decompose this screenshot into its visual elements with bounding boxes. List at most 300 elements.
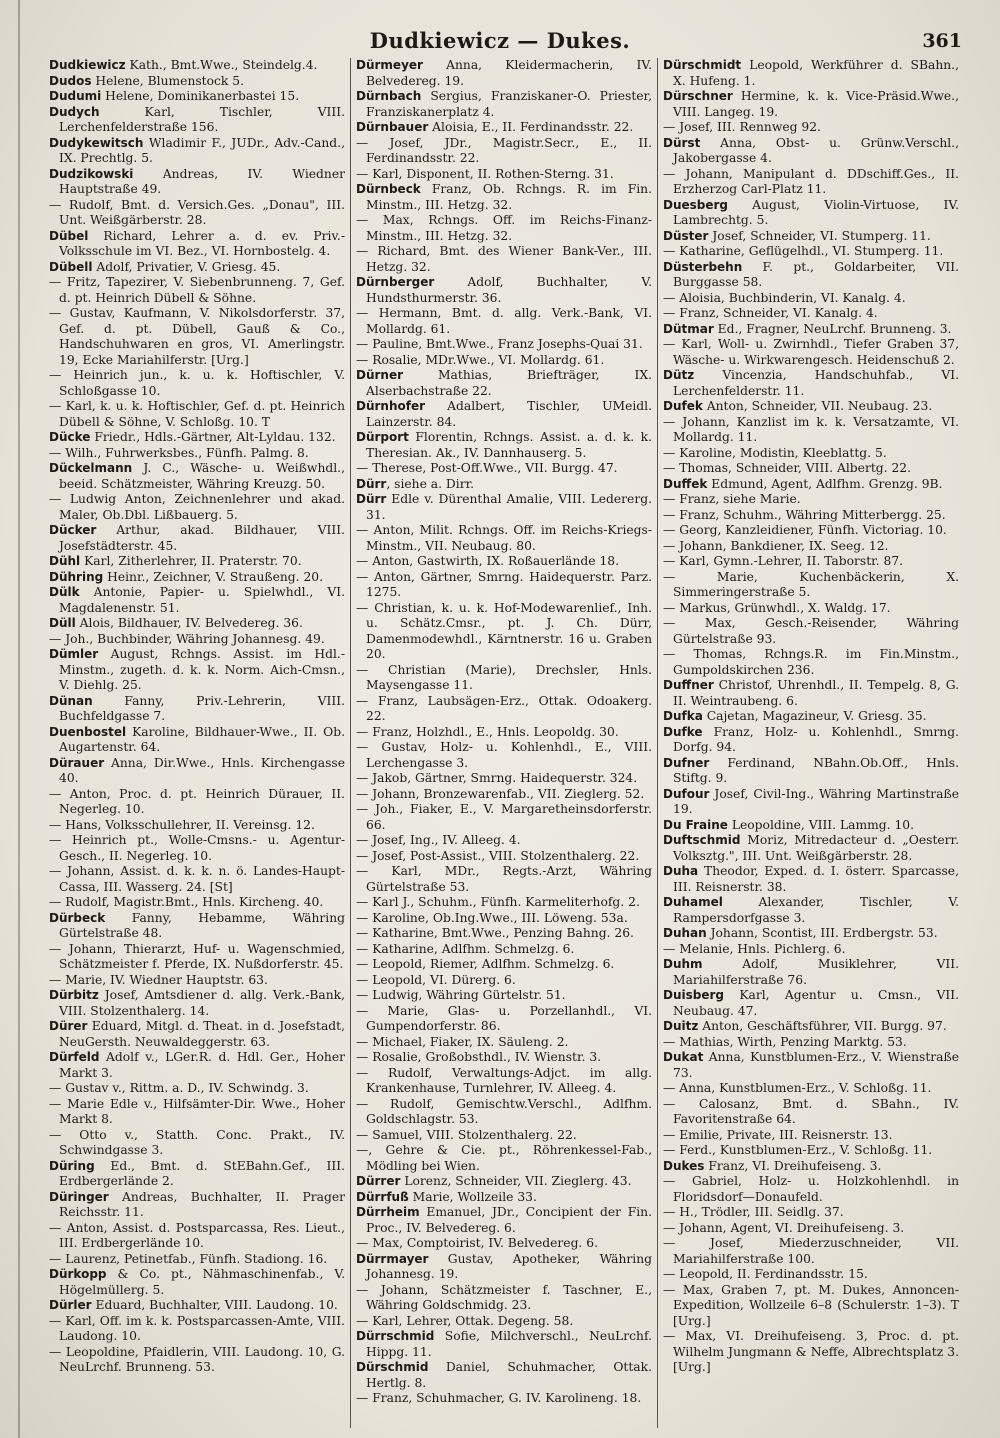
entry-surname: Dürschmid: [356, 1360, 429, 1374]
entry-text: — Karl, Gymn.-Lehrer, II. Taborstr. 87.: [663, 554, 904, 568]
entry-text: — Heinrich jun., k. u. k. Hoftischler, V. Schloßgasse 10.: [49, 368, 345, 398]
entry-text: — Rosalie, MDr.Wwe., VI. Mollardg. 61.: [356, 352, 605, 367]
entry-surname: Dürnbeck: [356, 182, 421, 196]
entry-text: Moriz, Mitredacteur d. „Oesterr. Volksztg.", III. Unt. Weißgärberstr. 28.: [673, 833, 959, 863]
entry-surname: Dürrheim: [356, 1205, 420, 1219]
entry-text: Johann, Scontist, III. Erdbergstr. 53.: [706, 926, 938, 940]
entry-text: J. C., Wäsche- u. Weißwhdl., beeid. Schätzmeister, Währing Kreuzg. 50.: [59, 461, 345, 491]
entry-text: — Samuel, VIII. Stolzenthalerg. 22.: [356, 1127, 577, 1142]
page-header: [30, 28, 970, 58]
entry-text: — Gustav, Kaufmann, V. Nikolsdorferstr. 37, Gef. d. pt. Dübell, Gauß & Co., Handschuhwaren en gros, VI. Amerlingstr. 19, Ecke Mariahilferstr. [Urg.]: [49, 306, 345, 367]
directory-entry: [49, 198, 345, 229]
entry-text: — Karl J., Schuhm., Fünfh. Karmeliterhofg. 2.: [356, 895, 640, 909]
entry-surname: Dudzikowski: [49, 166, 134, 181]
entry-surname: Düster: [663, 228, 709, 243]
entry-text: Fanny, Priv.-Lehrerin, VIII. Buchfeldgasse 7.: [59, 693, 345, 723]
directory-entry: [663, 415, 959, 446]
directory-entry: [49, 911, 345, 942]
directory-entry: [356, 58, 652, 89]
entry-text: Mathias, Briefträger, IX. Alserbachstraße 22.: [366, 368, 652, 398]
entry-text: Daniel, Schuhmacher, Ottak. Hertlg. 8.: [366, 1360, 652, 1390]
entry-text: Lorenz, Schneider, VII. Zieglerg. 43.: [400, 1174, 632, 1188]
entry-text: Sofie, Milchverschl., NeuLrchf. Hippg. 11.: [366, 1329, 652, 1359]
entry-surname: Dürler: [49, 1298, 92, 1312]
entry-surname: Dudos: [49, 73, 92, 88]
entry-text: Anton, Geschäftsführer, VII. Burgg. 97.: [698, 1019, 947, 1033]
entry-surname: Duhamel: [663, 895, 723, 909]
entry-text: Antonie, Papier- u. Spielwhdl., VI. Magdalenenstr. 51.: [59, 585, 345, 615]
entry-text: — Christian, k. u. k. Hof-Modewarenlief., Inh. u. Schätz.Cmsr., pt. J. Ch. Dürr, Damenmodewhdl., Kärntnerstr. 16 u. Graben 20.: [356, 600, 652, 661]
entry-surname: Dürbeck: [49, 910, 106, 925]
directory-entry: [663, 1081, 959, 1097]
entry-text: Hermine, k. k. Vice-Präsid.Wwe., VIII. Langeg. 19.: [673, 89, 959, 119]
entry-surname: Dudumi: [49, 89, 102, 103]
entry-text: Eduard, Buchhalter, VIII. Laudong. 10.: [91, 1298, 338, 1312]
directory-entry: [356, 694, 652, 725]
entry-text: — Josef, JDr., Magistr.Secr., E., II. Ferdinandsstr. 22.: [356, 135, 652, 165]
entry-text: — Jakob, Gärtner, Smrng. Haidequerstr. 324.: [356, 771, 638, 785]
directory-entry: [49, 864, 345, 895]
directory-entry: [663, 678, 959, 709]
entry-text: — Franz, Schuhmacher, G. IV. Karolineng. 18.: [356, 1391, 642, 1405]
entry-text: Ferdinand, NBahn.Ob.Off., Hnls. Stiftg. 9.: [673, 755, 959, 785]
entry-text: — Emilie, Private, III. Reisnerstr. 13.: [663, 1127, 893, 1142]
directory-entry: [663, 492, 959, 508]
entry-text: — Therese, Post-Off.Wwe., VII. Burgg. 47.: [356, 461, 618, 475]
entry-text: — Josef, III. Rennweg 92.: [663, 120, 821, 134]
entry-surname: Dudykewitsch: [49, 135, 144, 150]
directory-entry: [663, 1236, 959, 1267]
directory-entry: [663, 508, 959, 524]
entry-text: — Katharine, Adlfhm. Schmelzg. 6.: [356, 941, 575, 956]
directory-entry: [49, 260, 345, 276]
directory-entry: [663, 926, 959, 942]
entry-text: — Otto v., Statth. Conc. Prakt., IV. Schwindgasse 3.: [49, 1127, 345, 1157]
entry-text: — Johann, Bronzewarenfab., VII. Zieglerg. 52.: [356, 786, 645, 801]
directory-entry: [663, 120, 959, 136]
directory-entry: [663, 833, 959, 864]
directory-entry: [356, 570, 652, 601]
directory-entry: [663, 725, 959, 756]
directory-entry: [663, 647, 959, 678]
entry-text: — Anton, Milit. Rchngs. Off. im Reichs-Kriegs-Minstm., VII. Neubaug. 80.: [356, 523, 652, 553]
directory-entry: [356, 213, 652, 244]
entry-text: Franz, Ob. Rchngs. R. im Fin. Minstm., III. Hetzg. 32.: [366, 182, 652, 212]
entry-text: — Leopoldine, Pfaidlerin, VIII. Laudong. 10, G. NeuLrchf. Brunneng. 53.: [49, 1344, 345, 1374]
directory-entry: [356, 1252, 652, 1283]
directory-entry: [663, 1143, 959, 1159]
directory-entry: [356, 1236, 652, 1252]
directory-entry: [356, 492, 652, 523]
directory-entry: [356, 1391, 652, 1407]
entry-text: — Thomas, Schneider, VIII. Albertg. 22.: [663, 461, 912, 475]
directory-entry: [663, 1205, 959, 1221]
directory-entry: [663, 942, 959, 958]
directory-entry: [663, 368, 959, 399]
entry-surname: Duhm: [663, 957, 703, 971]
entry-text: — Leopold, II. Ferdinandsstr. 15.: [663, 1267, 868, 1281]
directory-entry: [49, 1314, 345, 1345]
entry-text: Kath., Bmt.Wwe., Steindelg.4.: [125, 58, 318, 72]
directory-entry: [49, 787, 345, 818]
entry-surname: Dürner: [356, 368, 404, 382]
entry-text: — Anton, Proc. d. pt. Heinrich Dürauer, II. Negerleg. 10.: [49, 786, 345, 816]
entry-surname: Dütmar: [663, 321, 714, 336]
entry-text: — Josef, Post-Assist., VIII. Stolzenthalerg. 22.: [356, 848, 640, 863]
directory-entry: [49, 1190, 345, 1221]
entry-text: — Rudolf, Gemischtw.Verschl., Adlfhm. Goldschlagstr. 53.: [356, 1096, 652, 1126]
entry-surname: Dürnbauer: [356, 120, 429, 134]
entry-text: Christof, Uhrenhdl., II. Tempelg. 8, G. II. Weintraubeng. 6.: [673, 678, 959, 708]
directory-entry: [663, 337, 959, 368]
entry-text: — Leopold, Riemer, Adlfhm. Schmelzg. 6.: [356, 957, 615, 971]
entry-text: Alexander, Tischler, V. Rampersdorfgasse 3.: [673, 895, 959, 925]
entry-text: Josef, Schneider, VI. Stumperg. 11.: [708, 228, 931, 243]
entry-text: Adolf, Buchhalter, V. Hundsthurmerstr. 36.: [366, 275, 652, 305]
directory-entry: [663, 601, 959, 617]
directory-entry: [356, 136, 652, 167]
entry-surname: Dürrfuß: [356, 1189, 409, 1204]
entry-surname: Dufour: [663, 786, 710, 801]
entry-text: — Ludwig, Währing Gürtelstr. 51.: [356, 988, 566, 1002]
directory-entry: [663, 895, 959, 926]
entry-surname: Dürrschmid: [356, 1329, 435, 1343]
directory-entry: [49, 1097, 345, 1128]
directory-entry: [49, 818, 345, 834]
directory-entry: [49, 1128, 345, 1159]
directory-entry: [663, 988, 959, 1019]
entry-surname: Düll: [49, 616, 76, 630]
directory-columns: [44, 58, 964, 1428]
entry-text: Marie, Wollzeile 33.: [408, 1189, 537, 1204]
directory-entry: [49, 632, 345, 648]
entry-text: Andreas, Buchhalter, II. Prager Reichsstr. 11.: [59, 1189, 345, 1219]
directory-entry: [49, 229, 345, 260]
entry-text: Eduard, Mitgl. d. Theat. in d. Josefstadt, NeuGersth. Neuwaldeggerstr. 63.: [59, 1019, 345, 1049]
directory-entry: [663, 1035, 959, 1051]
directory-entry: [49, 105, 345, 136]
entry-text: Helene, Dominikanerbastei 15.: [101, 89, 300, 103]
directory-entry: [49, 585, 345, 616]
entry-text: Edle v. Dürenthal Amalie, VIII. Ledererg. 31.: [366, 492, 652, 522]
directory-entry: [663, 167, 959, 198]
directory-entry: [356, 306, 652, 337]
entry-surname: Du Fraine: [663, 817, 728, 832]
directory-entry: [49, 446, 345, 462]
entry-text: — Johann, Bankdiener, IX. Seeg. 12.: [663, 538, 889, 553]
entry-text: — Anton, Gärtner, Smrng. Haidequerstr. Parz. 1275.: [356, 569, 652, 599]
column-1: [44, 58, 351, 1428]
entry-text: — Gabriel, Holz- u. Holzkohlenhdl. in Floridsdorf—Donaufeld.: [663, 1174, 959, 1204]
entry-text: — Pauline, Bmt.Wwe., Franz Josephs-Quai 31.: [356, 337, 643, 351]
directory-entry: [49, 74, 345, 90]
entry-text: — Gustav, Holz- u. Kohlenhdl., E., VIII. Lerchengasse 3.: [356, 740, 652, 770]
entry-surname: Dürkopp: [49, 1267, 107, 1281]
directory-entry: [356, 988, 652, 1004]
entry-surname: Dufke: [663, 724, 703, 739]
entry-text: Gustav, Apotheker, Währing Johannesg. 19.: [366, 1251, 652, 1281]
directory-entry: [663, 244, 959, 260]
entry-text: Emanuel, JDr., Concipient der Fin. Proc., IV. Belvedereg. 6.: [366, 1205, 652, 1235]
directory-entry: [356, 1329, 652, 1360]
entry-text: Anna, Dir.Wwe., Hnls. Kirchengasse 40.: [59, 755, 345, 785]
entry-text: — Marie, Glas- u. Porzellanhdl., VI. Gumpendorferstr. 86.: [356, 1003, 652, 1033]
entry-text: Adalbert, Tischler, UMeidl. Lainzerstr. 84.: [366, 399, 652, 429]
entry-text: — Leopold, VI. Dürerg. 6.: [356, 972, 516, 987]
entry-surname: Dürer: [49, 1019, 88, 1033]
entry-text: Heinr., Zeichner, V. Straußeng. 20.: [103, 569, 324, 584]
entry-surname: Dütz: [663, 368, 695, 382]
directory-entry: [356, 787, 652, 803]
entry-surname: Dufner: [663, 755, 710, 770]
directory-entry: [356, 1035, 652, 1051]
entry-text: — Katharine, Geflügelhdl., VI. Stumperg. 11.: [663, 244, 944, 258]
directory-entry: [49, 895, 345, 911]
directory-entry: [356, 833, 652, 849]
entry-text: Anna, Kleidermacherin, IV. Belvedereg. 19.: [366, 58, 652, 88]
entry-text: August, Rchngs. Assist. im Hdl.-Minstm., zugeth. d. k. k. Norm. Aich-Cmsn., V. Diehlg. 25.: [59, 647, 345, 692]
entry-surname: Dübell: [49, 259, 93, 274]
directory-entry: [663, 446, 959, 462]
directory-entry: [356, 1314, 652, 1330]
directory-entry: [663, 136, 959, 167]
directory-entry: [356, 849, 652, 865]
entry-text: — Rosalie, Großobsthdl., IV. Wienstr. 3.: [356, 1050, 602, 1064]
entry-text: — Karl, Off. im k. k. Postsparcassen-Amte, VIII. Laudong. 10.: [49, 1313, 345, 1343]
directory-entry: [356, 1283, 652, 1314]
directory-entry: [663, 864, 959, 895]
entry-text: Adolf, Musiklehrer, VII. Mariahilferstraße 76.: [673, 957, 959, 987]
directory-entry: [356, 725, 652, 741]
directory-entry: [49, 973, 345, 989]
entry-surname: Dürbitz: [49, 988, 99, 1002]
entry-text: — Johann, Manipulant d. DDschiff.Ges., II. Erzherzog Carl-Platz 11.: [663, 166, 959, 196]
entry-text: , siehe a. Dirr.: [386, 476, 475, 491]
entry-text: Sergius, Franziskaner-O. Priester, Franziskanerplatz 4.: [366, 89, 652, 119]
directory-entry: [663, 818, 959, 834]
directory-entry: [49, 1159, 345, 1190]
directory-entry: [663, 554, 959, 570]
directory-entry: [356, 554, 652, 570]
directory-entry: [356, 942, 652, 958]
entry-text: Karoline, Bildhauer-Wwe., II. Ob. Augartenstr. 64.: [59, 724, 345, 754]
directory-entry: [663, 1267, 959, 1283]
directory-entry: [49, 1267, 345, 1298]
directory-entry: [663, 787, 959, 818]
page-edge-shadow: [18, 0, 20, 1438]
entry-text: — Marie, Kuchenbäckerin, X. Simmeringerstraße 5.: [663, 569, 959, 599]
entry-text: — Fritz, Tapezirer, V. Siebenbrunneng. 7, Gef. d. pt. Heinrich Dübell & Söhne.: [49, 275, 345, 305]
entry-surname: Dufka: [663, 709, 703, 723]
entry-text: Richard, Lehrer a. d. ev. Priv.-Volksschule im VI. Bez., VI. Hornbostelg. 4.: [59, 228, 345, 258]
directory-entry: [356, 1143, 652, 1174]
entry-text: Anna, Obst- u. Grünw.Verschl., Jakobergasse 4.: [673, 135, 959, 165]
entry-text: Adolf v., LGer.R. d. Hdl. Ger., Hoher Markt 3.: [59, 1050, 345, 1080]
directory-entry: [356, 1360, 652, 1391]
page-number: 361: [922, 30, 962, 52]
entry-text: — Marie Edle v., Hilfsämter-Dir. Wwe., Hoher Markt 8.: [49, 1096, 345, 1126]
entry-surname: Dümler: [49, 647, 99, 661]
directory-entry: [356, 895, 652, 911]
directory-entry: [49, 167, 345, 198]
entry-text: — Mathias, Wirth, Penzing Marktg. 53.: [663, 1034, 907, 1049]
entry-text: — Max, Comptoirist, IV. Belvedereg. 6.: [356, 1236, 598, 1250]
entry-text: — Rudolf, Verwaltungs-Adjct. im allg. Krankenhause, Turnlehrer, IV. Alleeg. 4.: [356, 1065, 652, 1095]
directory-entry: [49, 1050, 345, 1081]
entry-surname: Dübel: [49, 228, 89, 243]
entry-text: Ed., Fragner, NeuLrchf. Brunneng. 3.: [713, 321, 952, 336]
directory-entry: [663, 957, 959, 988]
directory-entry: [663, 1221, 959, 1237]
directory-entry: [49, 1252, 345, 1268]
directory-entry: [49, 988, 345, 1019]
entry-surname: Duhan: [663, 926, 707, 940]
entry-surname: Düringer: [49, 1189, 109, 1204]
entry-text: — Heinrich pt., Wolle-Cmsns.- u. Agentur-Gesch., II. Negerleg. 10.: [49, 833, 345, 863]
directory-entry: [663, 198, 959, 229]
directory-entry: [663, 1128, 959, 1144]
entry-text: Anna, Kunstblumen-Erz., V. Wienstraße 73.: [673, 1050, 959, 1080]
directory-entry: [663, 570, 959, 601]
entry-text: Cajetan, Magazineur, V. Griesg. 35.: [702, 709, 927, 723]
directory-entry: [49, 430, 345, 446]
entry-text: & Co. pt., Nähmaschinenfab., V. Högelmüllerg. 5.: [59, 1267, 345, 1297]
directory-entry: [356, 864, 652, 895]
entry-surname: Duffek: [663, 476, 708, 491]
entry-surname: Dürr: [356, 492, 387, 506]
directory-entry: [49, 942, 345, 973]
directory-entry: [356, 802, 652, 833]
entry-surname: Dufek: [663, 399, 703, 413]
entry-text: Aloisia, E., II. Ferdinandsstr. 22.: [428, 120, 634, 134]
directory-entry: [49, 616, 345, 632]
directory-entry: [663, 616, 959, 647]
directory-entry: [663, 461, 959, 477]
entry-surname: Dürfeld: [49, 1050, 100, 1064]
entry-text: — Laurenz, Petinetfab., Fünfh. Stadiong. 16.: [49, 1251, 328, 1266]
entry-text: — Max, Rchngs. Off. im Reichs-Finanz-Minstm., III. Hetzg. 32.: [356, 213, 652, 243]
entry-text: Wladimir F., JUDr., Adv.-Cand., IX. Prechtlg. 5.: [59, 135, 345, 165]
entry-surname: Duha: [663, 864, 699, 878]
directory-entry: [49, 1019, 345, 1050]
directory-entry: [49, 368, 345, 399]
directory-entry: [49, 694, 345, 725]
directory-entry: [356, 740, 652, 771]
directory-entry: [663, 229, 959, 245]
entry-text: — Ferd., Kunstblumen-Erz., V. Schloßg. 11.: [663, 1143, 933, 1157]
entry-text: — Josef, Miederzuschneider, VII. Mariahilferstraße 100.: [663, 1236, 959, 1266]
entry-text: — Joh., Buchbinder, Währing Johannesg. 49.: [49, 631, 325, 646]
entry-text: — Max, VI. Dreihufeiseng. 3, Proc. d. pt. Wilhelm Jungmann & Neffe, Albrechtsplatz 3. [Urg.]: [663, 1329, 959, 1374]
directory-entry: [356, 461, 652, 477]
entry-text: Vincenzia, Handschuhfab., VI. Lerchenfelderstr. 11.: [673, 368, 959, 398]
directory-entry: [663, 89, 959, 120]
directory-entry: [663, 322, 959, 338]
directory-entry: [49, 833, 345, 864]
entry-text: — Franz, Laubsägen-Erz., Ottak. Odoakerg. 22.: [356, 693, 652, 723]
entry-text: — Ludwig Anton, Zeichnenlehrer und akad. Maler, Ob.Dbl. Lißbauerg. 5.: [49, 492, 345, 522]
entry-text: — Josef, Ing., IV. Alleeg. 4.: [356, 833, 521, 847]
entry-text: — Anna, Kunstblumen-Erz., V. Schloßg. 11.: [663, 1081, 932, 1095]
entry-text: Leopold, Werkführer d. SBahn., X. Hufeng. 1.: [673, 58, 959, 88]
entry-text: — Karoline, Modistin, Kleeblattg. 5.: [663, 445, 887, 460]
entry-text: — Karl, Woll- u. Zwirnhdl., Tiefer Graben 37, Wäsche- u. Wirkwarengesch. Heidenschuß 2.: [663, 337, 959, 367]
entry-surname: Duitz: [663, 1019, 699, 1033]
entry-text: —, Gehre & Cie. pt., Röhrenkessel-Fab., Mödling bei Wien.: [356, 1143, 652, 1173]
entry-surname: Dürschmidt: [663, 58, 742, 72]
directory-entry: [356, 1174, 652, 1190]
directory-entry: [663, 1097, 959, 1128]
directory-entry: [49, 647, 345, 694]
entry-text: — H., Trödler, III. Seidlg. 37.: [663, 1205, 844, 1219]
entry-text: Theodor, Exped. d. I. österr. Sparcasse, III. Reisnerstr. 38.: [673, 864, 959, 894]
directory-entry: [356, 601, 652, 663]
directory-entry: [49, 523, 345, 554]
directory-entry: [49, 1345, 345, 1376]
entry-text: — Michael, Fiaker, IX. Säuleng. 2.: [356, 1034, 569, 1049]
entry-text: Leopoldine, VIII. Lammg. 10.: [727, 817, 915, 832]
directory-entry: [356, 89, 652, 120]
entry-surname: Duffner: [663, 678, 714, 692]
entry-text: — Max, Graben 7, pt. M. Dukes, Annoncen-Expedition, Wollzeile 6–8 (Schulerstr. 1–3). T [Urg.]: [663, 1282, 959, 1328]
entry-text: — Rudolf, Bmt. d. Versich.Ges. „Donau", III. Unt. Weißgärberstr. 28.: [49, 197, 345, 227]
entry-text: — Johann, Thierarzt, Huf- u. Wagenschmied, Schätzmeister f. Pferde, IX. Nußdorferstr. 45.: [49, 941, 345, 971]
directory-entry: [356, 244, 652, 275]
directory-entry: [49, 306, 345, 368]
entry-surname: Dürnberger: [356, 275, 435, 289]
directory-entry: [356, 477, 652, 493]
directory-entry: [356, 337, 652, 353]
directory-entry: [356, 1205, 652, 1236]
entry-text: — Karl, Disponent, II. Rothen-Sterng. 31.: [356, 166, 614, 181]
entry-text: Karl, Agentur u. Cmsn., VII. Neubaug. 47.: [673, 988, 959, 1018]
directory-entry: [663, 291, 959, 307]
directory-entry: [663, 1159, 959, 1175]
directory-entry: [663, 709, 959, 725]
entry-text: Alois, Bildhauer, IV. Belvedereg. 36.: [75, 616, 303, 630]
entry-surname: Dülk: [49, 585, 80, 599]
entry-surname: Dürport: [356, 430, 409, 444]
entry-surname: Duftschmid: [663, 833, 741, 847]
entry-surname: Dühl: [49, 554, 81, 568]
directory-entry: [663, 260, 959, 291]
directory-entry: [49, 399, 345, 430]
directory-entry: [356, 1128, 652, 1144]
entry-text: — Anton, Gastwirth, IX. Roßauerlände 18.: [356, 554, 620, 568]
directory-entry: [356, 957, 652, 973]
entry-text: — Wilh., Fuhrwerksbes., Fünfh. Palmg. 8.: [49, 445, 309, 460]
entry-text: — Aloisia, Buchbinderin, VI. Kanalg. 4.: [663, 290, 906, 305]
entry-surname: Düsterbehn: [663, 259, 743, 274]
directory-entry: [663, 539, 959, 555]
entry-text: — Hans, Volksschullehrer, II. Vereinsg. 12.: [49, 817, 315, 832]
entry-surname: Dukes: [663, 1158, 705, 1173]
entry-text: — Karoline, Ob.Ing.Wwe., III. Löweng. 53a.: [356, 910, 628, 925]
directory-entry: [663, 756, 959, 787]
entry-text: August, Violin-Virtuose, IV. Lambrechtg. 5.: [673, 197, 959, 227]
directory-entry: [663, 58, 959, 89]
entry-surname: Dürauer: [49, 755, 105, 770]
entry-text: — Melanie, Hnls. Pichlerg. 6.: [663, 941, 846, 956]
directory-entry: [663, 477, 959, 493]
entry-text: — Rudolf, Magistr.Bmt., Hnls. Kircheng. 40.: [49, 895, 324, 909]
running-head: Dudkiewicz — Dukes.: [369, 28, 631, 53]
entry-text: Fanny, Hebamme, Währing Gürtelstraße 48.: [59, 910, 345, 940]
entry-surname: Dünan: [49, 693, 93, 708]
entry-text: — Christian (Marie), Drechsler, Hnls. Maysengasse 11.: [356, 662, 652, 692]
entry-text: Andreas, IV. Wiedner Hauptstraße 49.: [59, 166, 345, 196]
entry-text: — Johann, Agent, VI. Dreihufeiseng. 3.: [663, 1220, 905, 1235]
